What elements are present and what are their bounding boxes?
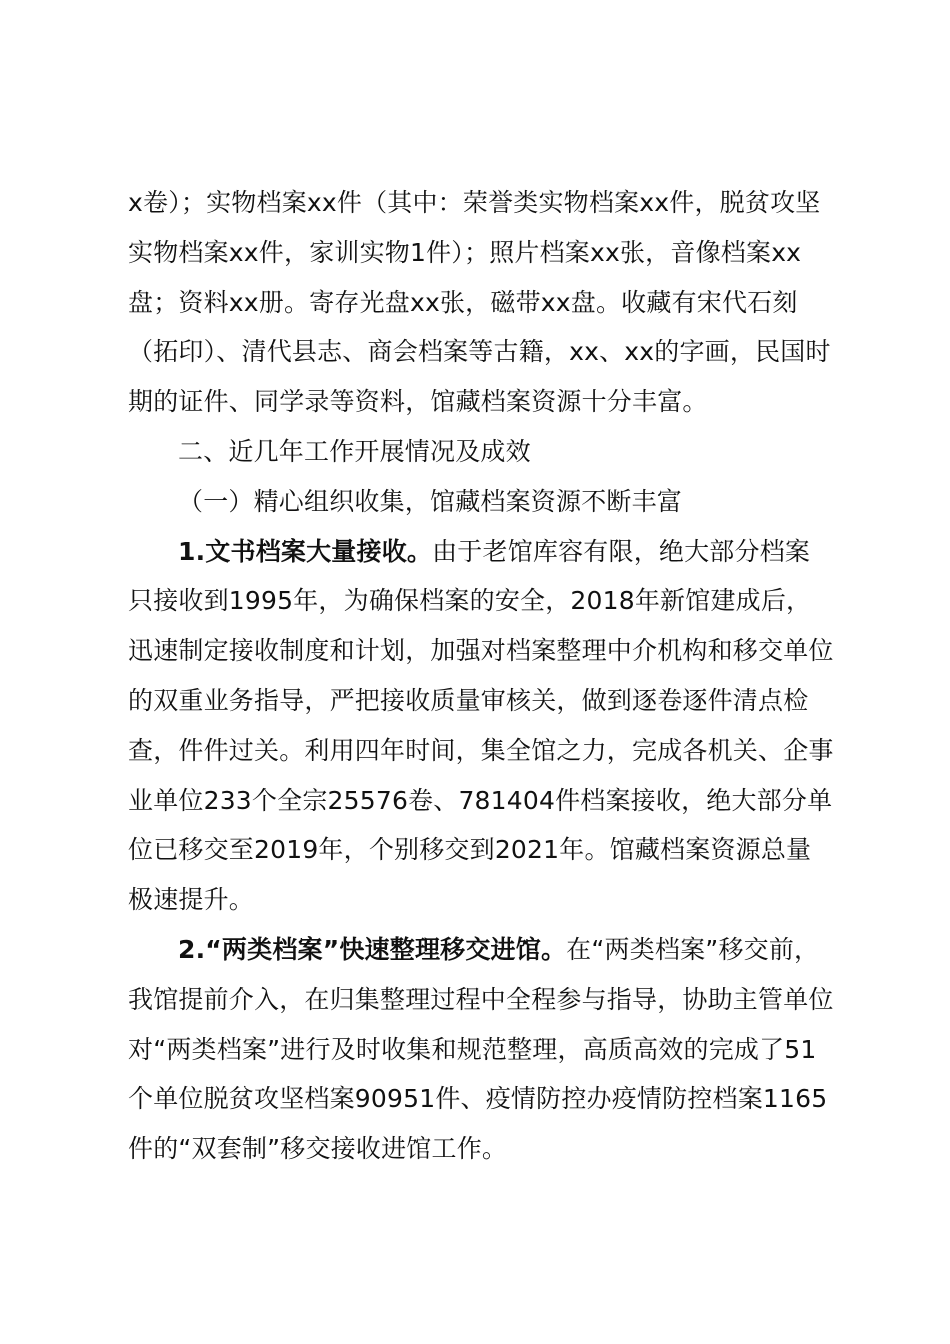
- item-1-lead: 1.文书档案大量接收。: [178, 536, 433, 566]
- paragraph-collection-summary: x卷）；实物档案xx件（其中：荣誉类实物档案xx件，脱贫攻坚实物档案xx件，家训实物1件）；照片档案xx张，音像档案xx盘；资料xx册。寄存光盘xx张，磁带xx盘。收藏有宋代石刻（拓印）、清代县志、商会档案等古籍，xx、xx的字画，民国时期的证件、同学录等资料，馆藏档案资源十分丰富。: [128, 188, 831, 417]
- item-2-lead: 2.“两类档案”快速整理移交进馆。: [178, 934, 567, 964]
- paragraph-item-1: [128, 527, 834, 925]
- section-heading-2: 二、近几年工作开展情况及成效: [178, 436, 531, 466]
- item-2-text: 在“两类档案”移交前，我馆提前介入，在归集整理过程中全程参与指导，协助主管单位对“两类档案”进行及时收集和规范整理，高质高效的完成了51个单位脱贫攻坚档案90951件、疫情防控办疫情防控档案1165件的“双套制”移交接收进馆工作。: [128, 934, 834, 1164]
- item-1-text: 由于老馆库容有限，绝大部分档案只接收到1995年，为确保档案的安全，2018年新馆建成后，迅速制定接收制度和计划，加强对档案整理中介机构和移交单位的双重业务指导，严把接收质量审核关，做到逐卷逐件清点检查，件件过关。利用四年时间，集全馆之力，完成各机关、企事业单位233个全宗25576卷、781404件档案接收，绝大部分单位已移交至2019年，个别移交到2021年。馆藏档案资源总量极速提升。: [128, 536, 834, 915]
- subsection-heading-2-1: （一）精心组织收集，馆藏档案资源不断丰富: [178, 486, 683, 516]
- document-page: [128, 178, 834, 1174]
- paragraph-item-2: [128, 925, 834, 1174]
